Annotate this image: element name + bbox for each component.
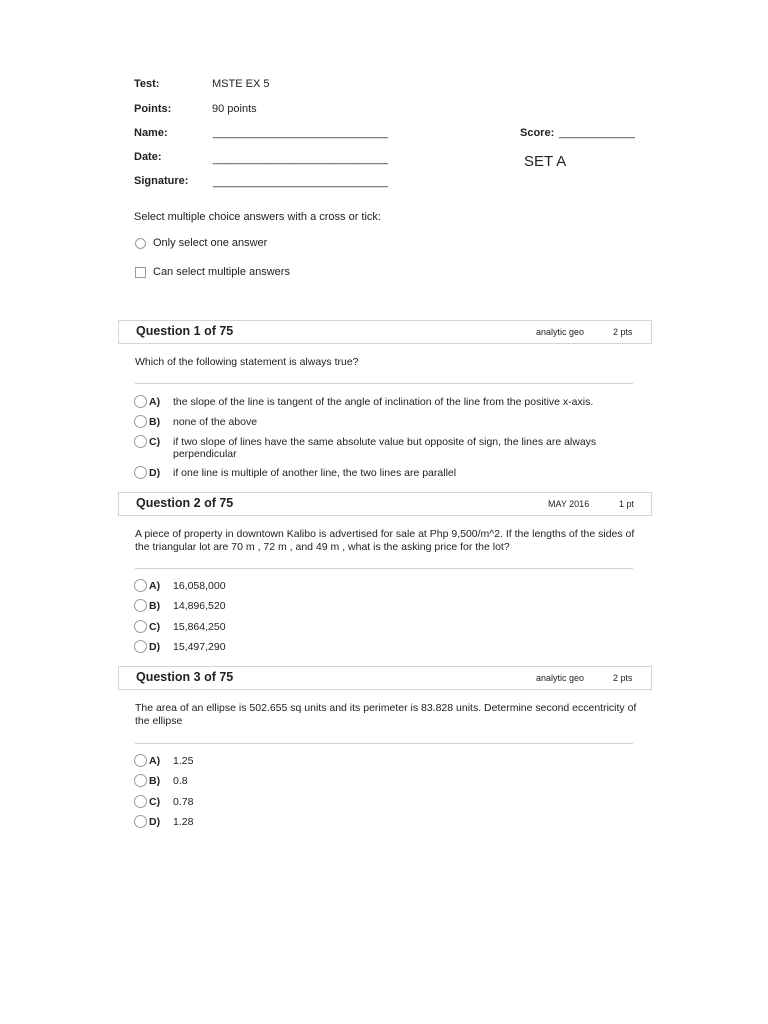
date-blank: ______________________________ [213, 153, 388, 165]
option-letter: B) [149, 416, 161, 428]
answer-option[interactable] [134, 416, 634, 428]
option-text: if one line is multiple of another line, the two lines are parallel [173, 467, 457, 479]
question-title: Question 1 of 75 [136, 324, 234, 338]
option-letter: C) [149, 436, 161, 448]
set-label: SET A [524, 153, 567, 170]
answer-option[interactable] [134, 600, 634, 612]
question-header [118, 492, 652, 516]
legend-multiple [135, 266, 290, 278]
option-text: 15,864,250 [173, 621, 226, 633]
radio-button[interactable] [134, 754, 147, 767]
question-divider [135, 383, 633, 384]
option-letter: D) [149, 641, 161, 653]
legend-single [135, 237, 267, 249]
radio-button[interactable] [134, 599, 147, 612]
instructions-text: Select multiple choice answers with a cross or tick: [134, 211, 381, 223]
question-header [118, 666, 652, 690]
answer-option[interactable] [134, 396, 634, 408]
radio-button[interactable] [134, 620, 147, 633]
option-text: 16,058,000 [173, 580, 226, 592]
option-text: 1.28 [173, 816, 194, 828]
question-tag: analytic geo [536, 327, 585, 337]
option-letter: B) [149, 775, 161, 787]
signature-label: Signature: [134, 175, 189, 187]
question-title: Question 3 of 75 [136, 670, 234, 684]
option-text: 14,896,520 [173, 600, 226, 612]
answer-option[interactable] [134, 580, 634, 592]
radio-button[interactable] [134, 815, 147, 828]
question-points: 2 pts [613, 673, 633, 683]
points-value: 90 points [212, 103, 257, 115]
legend-multiple-label: Can select multiple answers [153, 266, 290, 278]
name-blank: ______________________________ [213, 127, 388, 139]
question-points: 1 pt [619, 499, 635, 509]
option-letter: C) [149, 796, 161, 808]
question-tag: MAY 2016 [548, 499, 590, 509]
legend-single-label: Only select one answer [153, 237, 268, 249]
signature-blank: ______________________________ [213, 176, 388, 188]
question-points: 2 pts [613, 327, 633, 337]
points-label: Points: [134, 103, 172, 115]
question-text: A piece of property in downtown Kalibo is advertised for sale at Php 9,500/m^2. If the lengths of the sides of the triangular lot are 70 m , 72 m , and 49 m , what is the asking price for the lot? [135, 528, 635, 553]
question-text: The area of an ellipse is 502.655 sq units and its perimeter is 83.828 units. Determine second eccentricity of the ellipse [135, 702, 637, 727]
option-letter: C) [149, 621, 161, 633]
option-text: 0.78 [173, 796, 194, 808]
question-header [118, 320, 652, 344]
answer-option[interactable] [134, 436, 634, 460]
option-text: if two slope of lines have the same absolute value but opposite of sign, the lines are always perpendicular [173, 436, 597, 460]
radio-button[interactable] [134, 415, 147, 428]
radio-button[interactable] [134, 579, 147, 592]
answer-option[interactable] [134, 775, 634, 787]
test-label: Test: [134, 78, 160, 90]
question-text: Which of the following statement is always true? [135, 356, 359, 368]
radio-button[interactable] [134, 774, 147, 787]
radio-button[interactable] [134, 435, 147, 448]
name-label: Name: [134, 127, 168, 139]
option-letter: A) [149, 396, 161, 408]
question-tag: analytic geo [536, 673, 585, 683]
score-blank: _____________ [559, 127, 635, 139]
option-letter: D) [149, 467, 161, 479]
option-text: 15,497,290 [173, 641, 226, 653]
answer-option[interactable] [134, 796, 634, 808]
answer-option[interactable] [134, 755, 634, 767]
radio-button[interactable] [134, 466, 147, 479]
radio-button[interactable] [134, 640, 147, 653]
question-divider [135, 568, 633, 569]
radio-button[interactable] [134, 795, 147, 808]
date-label: Date: [134, 151, 162, 163]
answer-option[interactable] [134, 467, 634, 479]
option-text: 0.8 [173, 775, 188, 787]
radio-icon [135, 238, 146, 249]
question-divider [135, 743, 633, 744]
question-title: Question 2 of 75 [136, 496, 234, 510]
answer-option[interactable] [134, 621, 634, 633]
option-text: the slope of the line is tangent of the angle of inclination of the line from the positive x-axis. [173, 396, 594, 408]
option-text: 1.25 [173, 755, 194, 767]
score-label: Score: [520, 127, 555, 139]
answer-option[interactable] [134, 816, 634, 828]
checkbox-icon [135, 267, 146, 278]
option-letter: B) [149, 600, 161, 612]
option-text: none of the above [173, 416, 258, 428]
option-letter: A) [149, 755, 161, 767]
test-value: MSTE EX 5 [212, 78, 270, 90]
option-letter: A) [149, 580, 161, 592]
option-letter: D) [149, 816, 161, 828]
answer-option[interactable] [134, 641, 634, 653]
radio-button[interactable] [134, 395, 147, 408]
